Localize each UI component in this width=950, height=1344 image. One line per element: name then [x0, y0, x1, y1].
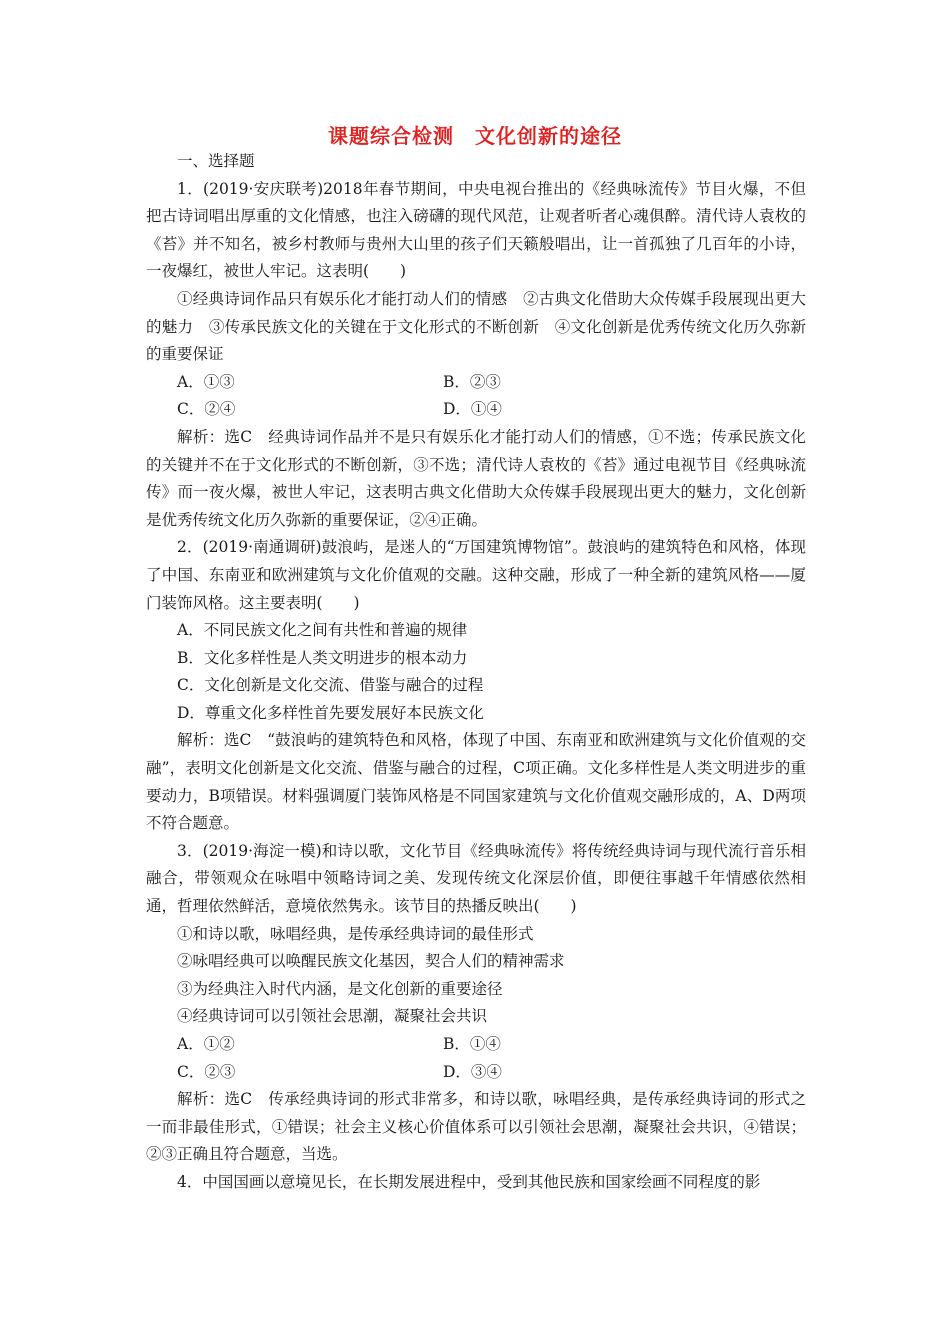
- page-title: 课题综合检测 文化创新的途径: [328, 124, 622, 148]
- question-analysis: 解析：选C “鼓浪屿的建筑特色和风格，体现了中国、东南亚和欧洲建筑与文化价值观的交融”，表明文化创新是文化交流、借鉴与融合的过程，C项正确。文化多样性是人类文明进步的重要动力，B项错误。材料强调厦门装饰风格是不同国家建筑与文化价值观交融形成的，A、D两项不符合题意。: [146, 731, 806, 833]
- choice-item: ③为经典注入时代内涵，是文化创新的重要途径: [177, 979, 503, 998]
- choice-item: A．不同民族文化之间有共性和普遍的规律: [177, 621, 468, 640]
- option-b: B．②③: [443, 372, 501, 391]
- section-heading: 一、选择题: [177, 152, 255, 170]
- question-stem: 2．(2019·南通调研)鼓浪屿，是迷人的“万国建筑博物馆”。鼓浪屿的建筑特色和风格，体现了中国、东南亚和欧洲建筑与文化价值观的交融。这种交融，形成了一种全新的建筑风格——厦门装饰风格。这主要表明( ): [146, 538, 806, 612]
- option-b: B．①④: [443, 1035, 501, 1053]
- choice-item: ②咏唱经典可以唤醒民族文化基因，契合人们的精神需求: [177, 952, 565, 971]
- choice-item: B．文化多样性是人类文明进步的根本动力: [177, 648, 468, 667]
- option-c: C．②④: [177, 400, 236, 419]
- question-stem: 3．(2019·海淀一模)和诗以歌，文化节目《经典咏流传》将传统经典诗词与现代流行音乐相融合，带领观众在咏唱中领略诗词之美、发现传统文化深层价值，即便往事越千年情感依然相通，哲理依然鲜活，意境依然隽永。该节目的热播反映出( ): [146, 841, 806, 916]
- question-analysis: 解析：选C 传承经典诗词的形式非常多，和诗以歌，咏唱经典，是传承经典诗词的形式之一而非最佳形式，①错误；社会主义核心价值体系可以引领社会思潮，凝聚社会共识，④错误；②③正确且符合题意，当选。: [146, 1090, 806, 1164]
- option-d: D．①④: [443, 400, 502, 419]
- question-stem: 4．中国国画以意境见长，在长期发展进程中，受到其他民族和国家绘画不同程度的影: [177, 1172, 761, 1191]
- option-row: [146, 369, 806, 397]
- choice-item: D．尊重文化多样性首先要发展好本民族文化: [177, 703, 484, 722]
- document-body: [146, 148, 806, 1197]
- option-a: A．①②: [177, 1035, 235, 1053]
- option-row: [146, 396, 806, 424]
- option-d: D．③④: [443, 1062, 502, 1081]
- question-stem: 1．(2019·安庆联考)2018年春节期间，中央电视台推出的《经典咏流传》节目火爆，不但把古诗词唱出厚重的文化情感，也注入磅礴的现代风范，让观者听者心魂俱醉。清代诗人袁枚的《苔》并不知名，被乡村教师与贵州大山里的孩子们天籁般唱出，让一首孤独了几百年的小诗，一夜爆红，被世人牢记。这表明( ): [146, 179, 806, 281]
- option-a: A．①③: [177, 372, 235, 391]
- question-items: ①经典诗词作品只有娱乐化才能打动人们的情感 ②古典文化借助大众传媒手段展现出更大的魅力 ③传承民族文化的关键在于文化形式的不断创新 ④文化创新是优秀传统文化历久弥新的重要保证: [146, 289, 806, 364]
- choice-item: ①和诗以歌，咏唱经典，是传承经典诗词的最佳形式: [177, 924, 534, 943]
- question-analysis: 解析：选C 经典诗词作品并不是只有娱乐化才能打动人们的情感，①不选；传承民族文化的关键并不在于文化形式的不断创新，③不选；清代诗人袁枚的《苔》通过电视节目《经典咏流传》而一夜火爆，被世人牢记，这表明古典文化借助大众传媒手段展现出更大的魅力，文化创新是优秀传统文化历久弥新的重要保证，②④正确。: [146, 427, 806, 529]
- option-row: [146, 1031, 806, 1059]
- choice-item: C．文化创新是文化交流、借鉴与融合的过程: [177, 676, 484, 695]
- option-row: [146, 1059, 806, 1087]
- choice-item: ④经典诗词可以引领社会思潮，凝聚社会共识: [177, 1007, 488, 1026]
- option-c: C．②③: [177, 1062, 236, 1081]
